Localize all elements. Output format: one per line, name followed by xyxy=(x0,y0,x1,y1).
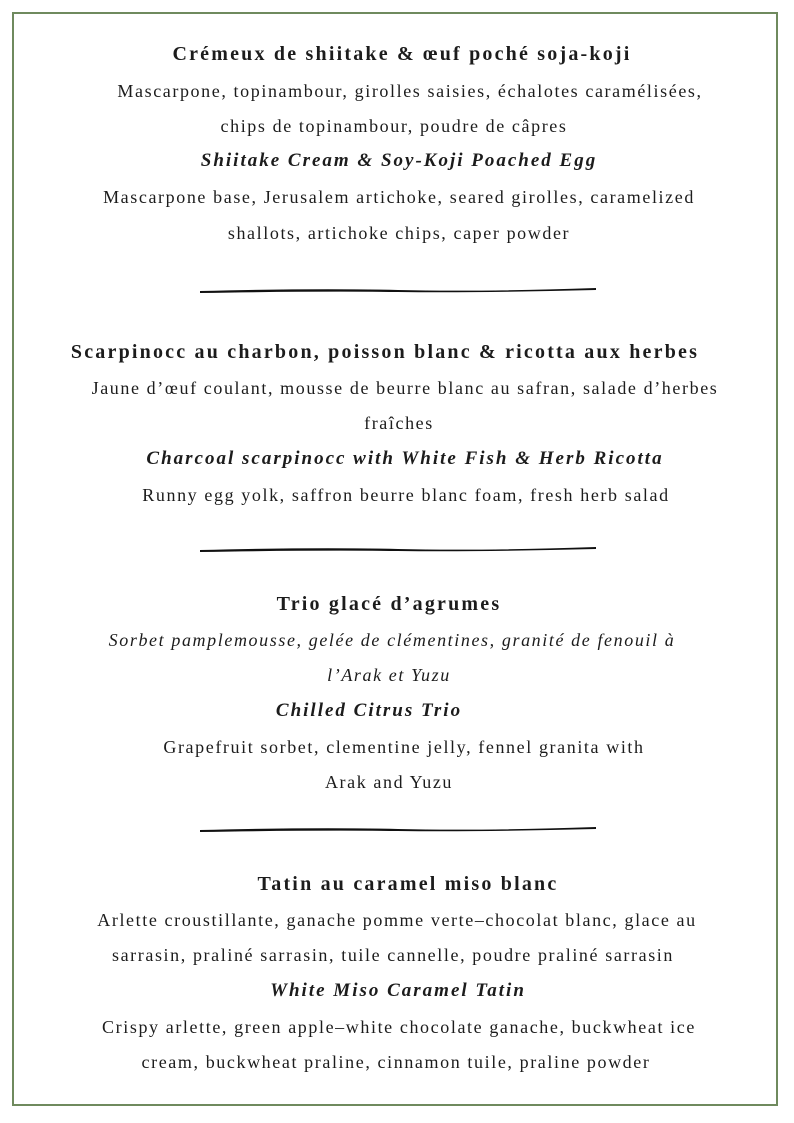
dish-4-french-title: Tatin au caramel miso blanc xyxy=(257,873,559,895)
dish-4-french-desc-line-1: Arlette croustillante, ganache pomme verte–chocolat blanc, glace au xyxy=(97,910,697,930)
dish-2-english-desc-line-1: Runny egg yolk, saffron beurre blanc foam, fresh herb salad xyxy=(142,485,670,505)
dish-3-french-desc-line-1: Sorbet pamplemousse, gelée de clémentines, granité de fenouil à xyxy=(108,630,676,650)
dish-4-french-desc-line-2: sarrasin, praliné sarrasin, tuile cannelle, poudre praliné sarrasin xyxy=(111,945,675,965)
dish-1-french-title: Crémeux de shiitake & œuf poché soja-koji xyxy=(172,43,632,65)
dish-2-french-title: Scarpinocc au charbon, poisson blanc & ricotta aux herbes xyxy=(70,341,700,363)
dish-1-french-desc-line-2: chips de topinambour, poudre de câpres xyxy=(220,116,568,136)
dish-1-english-title: Shiitake Cream & Soy-Koji Poached Egg xyxy=(200,150,598,171)
dish-3-french-desc-line-2: l’Arak et Yuzu xyxy=(327,665,451,685)
dish-3-french-title: Trio glacé d’agrumes xyxy=(276,593,502,615)
dish-4-english-desc-line-1: Crispy arlette, green apple–white chocolate ganache, buckwheat ice xyxy=(102,1017,696,1037)
dish-2-french-desc-line-1: Jaune d’œuf coulant, mousse de beurre blanc au safran, salade d’herbes xyxy=(91,378,719,398)
dish-1-english-desc-line-1: Mascarpone base, Jerusalem artichoke, seared girolles, caramelized xyxy=(103,187,695,207)
dish-4-english-desc-line-2: cream, buckwheat praline, cinnamon tuile, praline powder xyxy=(141,1052,651,1072)
dish-3-english-desc-line-1: Grapefruit sorbet, clementine jelly, fennel granita with xyxy=(163,737,645,757)
dish-2-english-title: Charcoal scarpinocc with White Fish & Herb Ricotta xyxy=(146,448,664,469)
dish-1-french-desc-line-1: Mascarpone, topinambour, girolles saisies, échalotes caramélisées, xyxy=(117,81,703,101)
dish-4-english-title: White Miso Caramel Tatin xyxy=(270,980,526,1001)
section-divider-2 xyxy=(198,544,598,554)
dish-3-english-desc-line-2: Arak and Yuzu xyxy=(324,772,454,792)
dish-3-english-title: Chilled Citrus Trio xyxy=(275,700,463,721)
menu-border-frame xyxy=(12,12,778,1106)
section-divider-3 xyxy=(198,824,598,834)
section-divider-1 xyxy=(198,285,598,295)
dish-2-french-desc-line-2: fraîches xyxy=(364,413,434,433)
dish-1-english-desc-line-2: shallots, artichoke chips, caper powder xyxy=(227,223,571,243)
